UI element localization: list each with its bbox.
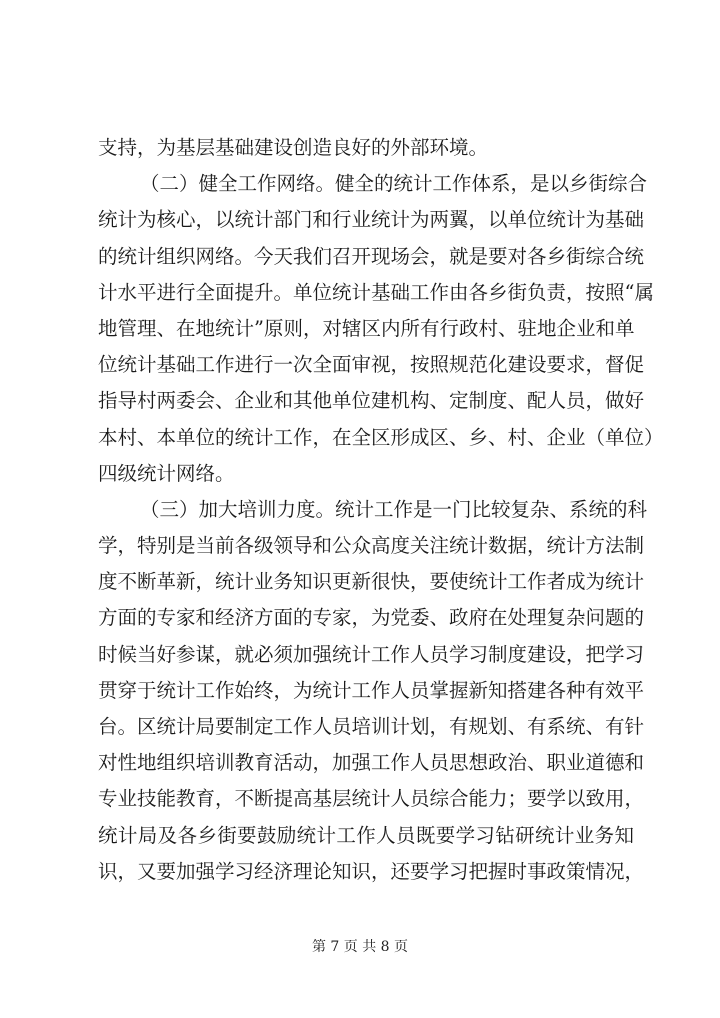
text-line: 本村、本单位的统计工作，在全区形成区、乡、村、企业（单位） [98,425,664,449]
text-line: 识，又要加强学习经济理论知识，还要学习把握时事政策情况， [98,859,645,883]
body-text [98,130,664,890]
text-line: 位统计基础工作进行一次全面审视，按照规范化建设要求，督促 [98,353,645,377]
text-line: 四级统计网络。 [98,461,235,485]
text-line: 学，特别是当前各级领导和公众高度关注统计数据，统计方法制 [98,534,645,558]
text-line: 指导村两委会、企业和其他单位建机构、定制度、配人员，做好 [98,389,645,413]
text-line: 支持，为基层基础建设创造良好的外部环境。 [98,136,489,159]
text-line: 方面的专家和经济方面的专家，为党委、政府在处理复杂问题的 [98,606,645,630]
text-line: 统计局及各乡街要鼓励统计工作人员既要学习钻研统计业务知 [98,823,634,847]
text-line: 地管理、在地统计”原则，对辖区内所有行政村、驻地企业和单 [98,316,635,340]
text-line: 贯穿于统计工作始终，为统计工作人员掌握新知搭建各种有效平 [98,678,645,702]
text-line: 的统计组织网络。今天我们召开现场会，就是要对各乡街综合统 [98,244,645,268]
text-line: 时候当好参谋，就必须加强统计工作人员学习制度建设，把学习 [98,642,645,666]
text-line: 对性地组织培训教育活动，加强工作人员思想政治、职业道德和 [98,751,645,775]
text-line: 专业技能教育，不断提高基层统计人员综合能力；要学以致用， [98,787,645,811]
text-line: 统计为核心，以统计部门和行业统计为两翼，以单位统计为基础 [98,208,645,232]
text-line: 度不断革新，统计业务知识更新很快，要使统计工作者成为统计 [98,570,645,594]
text-line: 台。区统计局要制定工作人员培训计划，有规划、有系统、有针 [98,715,645,738]
text-line: （二）健全工作网络。健全的统计工作体系，是以乡街综合 [140,172,648,196]
page-footer: 第 7 页 共 8 页 [311,939,409,955]
text-line: 计水平进行全面提升。单位统计基础工作由各乡街负责，按照“属 [98,280,654,304]
text-line: （三）加大培训力度。统计工作是一门比较复杂、系统的科 [140,497,648,521]
